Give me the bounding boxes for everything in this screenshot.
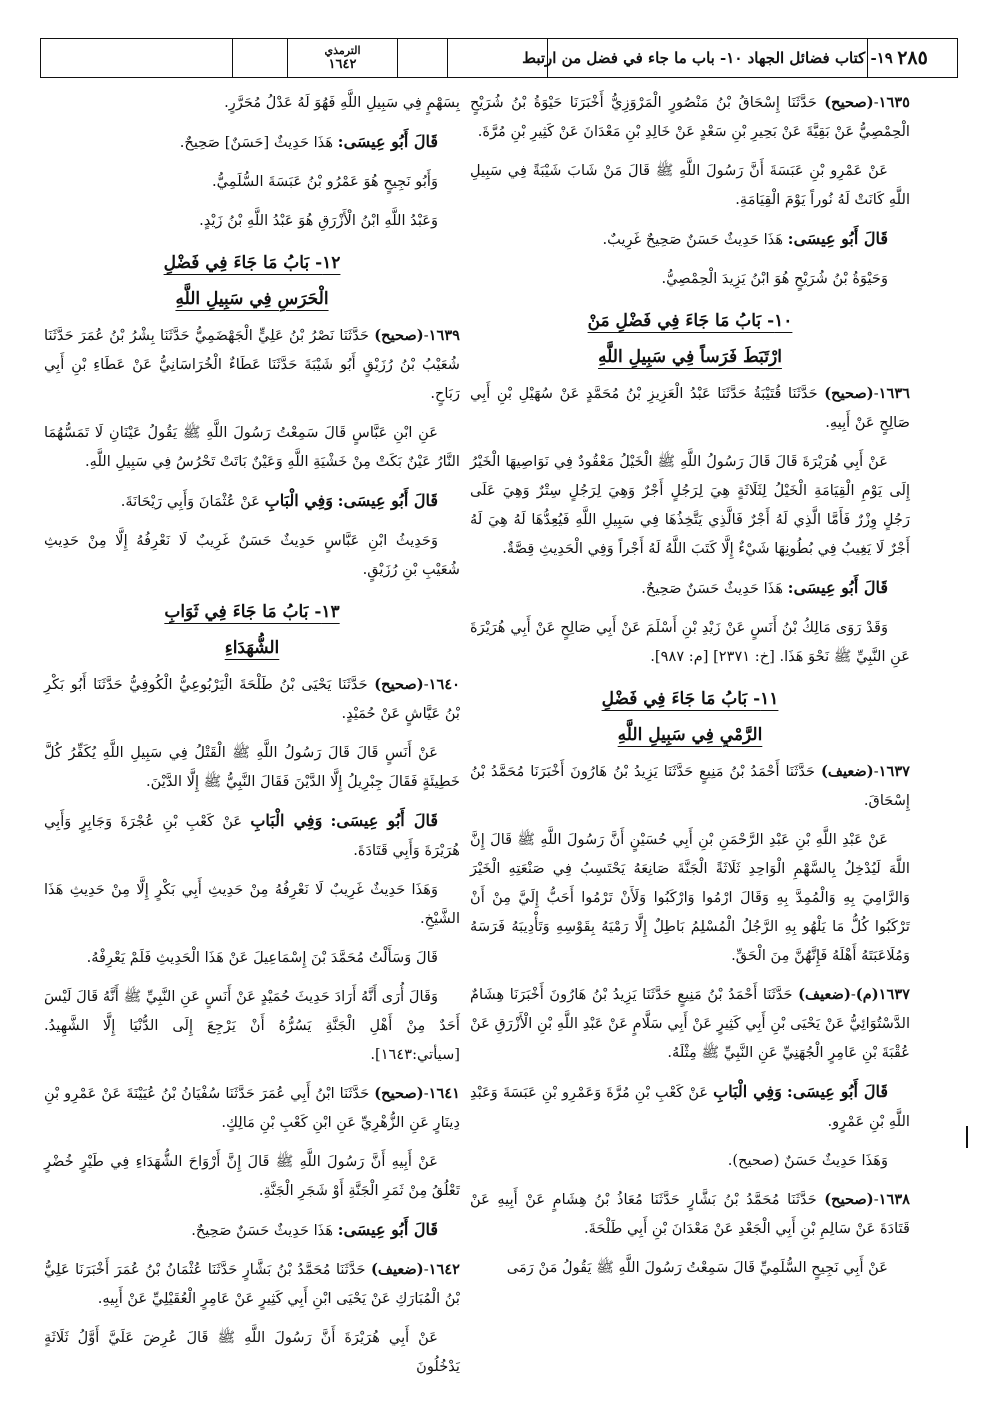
hadith-1636-note: وَقَدْ رَوَى مَالِكُ بْنُ أَنَسٍ عَنْ زَيْدِ بْنِ أَسْلَمَ عَنْ أَبِي صَالِحٍ عَنْ أَبِي هُرَيْرَةَ عَنِ النَّبِيِّ ﷺ نَحْوَ هَذَا. [خ: ٢٣٧١] [م: ٩٨٧]. (470, 619, 910, 665)
hadith-1641-matn: عَنْ أَبِيهِ أَنَّ رَسُولَ اللَّهِ ﷺ قَالَ إِنَّ أَرْوَاحَ الشُّهَدَاءِ فِي طَيْرٍ خُضْرٍ تَعْلُقُ مِنْ ثَمَرِ الْجَنَّةِ أَوْ شَجَرِ الْجَنَّةِ. (44, 1153, 460, 1199)
hadith-number: ١٦٣٧(م) (855, 986, 911, 1003)
isnad-text: حَدَّثَنَا إِسْحَاقُ بْنُ مَنْصُورٍ الْمَرْوَزِيُّ أَخْبَرَنَا حَيْوَةُ بْنُ شُرَيْحٍ الْحِمْصِيُّ عَنْ بَقِيَّةَ عَنْ بَحِيرِ بْنِ سَعْدٍ عَنْ خَالِدِ بْنِ مَعْدَانَ عَنْ كَثِيرِ بْنِ مُرَّةَ. (470, 94, 910, 140)
hadith-number: ١٦٣٧ (878, 763, 911, 780)
hadith-number: ١٦٤١ (428, 1085, 461, 1102)
hadith-1637m-isnad: ١٦٣٧(م)-(ضعيف) حَدَّثَنَا أَحْمَدُ بْنُ مَنِيعٍ حَدَّثَنَا يَزِيدُ بْنُ هَارُونَ أَخْبَرَنَا هِشَامٌ الدَّسْتُوَائِيُّ عَنْ يَحْيَى بْنِ أَبِي كَثِيرٍ عَنْ أَبِي سَلَّامٍ عَنْ عَبْدِ اللَّهِ بْنِ الْأَزْرَقِ عَنْ عُقْبَةَ بْنِ عَامِرٍ الْجُهَنِيِّ عَنِ النَّبِيِّ ﷺ مِثْلَهُ. (470, 986, 911, 1061)
comment-text: هَذَا حَدِيثٌ [حَسَنٌ] صَحِيحٌ. (179, 134, 334, 151)
chapter-title-line: ١١- بَابُ مَا جَاءَ فِي فَضْلِ (601, 689, 779, 709)
hadith-number: ١٦٣٥ (878, 94, 911, 111)
hadith-1641-isnad: ١٦٤١-(صحيح) حَدَّثَنَا ابْنُ أَبِي عُمَرَ حَدَّثَنَا سُفْيَانُ بْنُ عُيَيْنَةَ عَنْ عَمْرِو بْنِ دِينَارٍ عَنِ الزُّهْرِيِّ عَنِ ابْنِ كَعْبِ بْنِ مَالِكٍ. (44, 1085, 461, 1131)
chapter-title-line: ١٣- بَابُ مَا جَاءَ فِي ثَوَابِ (164, 602, 340, 622)
comment-text: عَنْ كَعْبِ بْنِ عُجْرَةَ وَجَابِرٍ وَأَبِي هُرَيْرَةَ وَأَبِي قَتَادَةَ. (44, 813, 460, 859)
chapter-title-line: الرَّمْيِ فِي سَبِيلِ اللَّهِ (617, 725, 763, 745)
isnad-text: حَدَّثَنَا قُتَيْبَةُ حَدَّثَنَا عَبْدُ الْعَزِيزِ بْنُ مُحَمَّدٍ عَنْ سُهَيْلِ بْنِ أَبِي صَالِحٍ عَنْ أَبِيهِ. (470, 385, 910, 431)
hadith-grade: (صحيح) (374, 327, 424, 344)
hadith-1635-matn: عَنْ عَمْرِو بْنِ عَبَسَةَ أَنَّ رَسُولَ اللَّهِ ﷺ قَالَ مَنْ شَابَ شَيْبَةً فِي سَبِيلِ اللَّهِ كَانَتْ لَهُ نُوراً يَوْمَ الْقِيَامَةِ. (470, 162, 910, 208)
comment-text: عَنْ عُثْمَانَ وَأَبِي رَيْحَانَةَ. (120, 493, 260, 510)
page-header (40, 38, 958, 78)
abu-isa-label: قَالَ أَبُو عِيسَى: (337, 491, 438, 510)
comment-text: هَذَا حَدِيثٌ حَسَنٌ صَحِيحٌ. (191, 1222, 334, 1239)
hadith-number: ١٦٣٨ (878, 1191, 910, 1208)
hadith-range-reference (287, 39, 397, 77)
hadith-number: ١٦٤٢ (428, 1261, 461, 1278)
chapter-12-heading (44, 245, 460, 317)
chapter-13-heading (44, 594, 460, 666)
hadith-1637-isnad: ١٦٣٧-(ضعيف) حَدَّثَنَا أَحْمَدُ بْنُ مَنِيعٍ حَدَّثَنَا يَزِيدُ بْنُ هَارُونَ أَخْبَرَنَا مُحَمَّدُ بْنُ إِسْحَاقَ. (470, 763, 911, 809)
isnad-text: حَدَّثَنَا أَحْمَدُ بْنُ مَنِيعٍ حَدَّثَنَا يَزِيدُ بْنُ هَارُونَ أَخْبَرَنَا هِشَامٌ الدَّسْتُوَائِيُّ عَنْ يَحْيَى بْنِ أَبِي كَثِيرٍ عَنْ أَبِي سَلَّامٍ عَنْ عَبْدِ اللَّهِ بْنِ الْأَزْرَقِ عَنْ عُقْبَةَ بْنِ عَامِرٍ الْجُهَنِيِّ عَنِ النَّبِيِّ ﷺ مِثْلَهُ. (470, 986, 910, 1061)
hadith-number: ١٦٣٩ (428, 327, 460, 344)
hadith-grade: (صحيح) (374, 676, 424, 693)
chapter-10-heading (470, 303, 910, 375)
hadith-1638-matn: عَنْ أَبِي نَجِيحٍ السُّلَمِيِّ قَالَ سَمِعْتُ رَسُولَ اللَّهِ ﷺ يَقُولُ مَنْ رَمَى (506, 1259, 888, 1276)
isnad-text: حَدَّثَنَا نَصْرُ بْنُ عَلِيٍّ الْجَهْضَمِيُّ حَدَّثَنَا بِشْرُ بْنُ عُمَرَ حَدَّثَنَا شُعَيْبُ بْنُ رُزَيْقٍ أَبُو شَيْبَةَ حَدَّثَنَا عَطَاءٌ الْخُرَاسَانِيُّ عَنْ عَطَاءِ بْنِ أَبِي رَبَاحٍ. (44, 327, 460, 402)
isnad-text: حَدَّثَنَا مُحَمَّدُ بْنُ بَشَّارٍ حَدَّثَنَا مُعَاذُ بْنُ هِشَامٍ عَنْ أَبِيهِ عَنْ قَتَادَةَ عَنْ سَالِمِ بْنِ أَبِي الْجَعْدِ عَنْ مَعْدَانَ بْنِ أَبِي طَلْحَةَ. (470, 1191, 910, 1237)
chapter-title-line: الشُّهَدَاءِ (224, 638, 280, 658)
hadith-1640-note: وَقَالَ أُرَى أَنَّهُ أَرَادَ حَدِيثَ حُمَيْدٍ عَنْ أَنَسٍ عَنِ النَّبِيِّ ﷺ أَنَّهُ قَالَ لَيْسَ أَحَدٌ مِنْ أَهْلِ الْجَنَّةِ يَسُرُّهُ أَنْ يَرْجِعَ إِلَى الدُّنْيَا إِلَّا الشَّهِيدُ. [سيأتي:١٦٤٣]. (44, 988, 460, 1063)
hadith-1636-matn: عَنْ أَبِي هُرَيْرَةَ قَالَ قَالَ رَسُولُ اللَّهِ ﷺ الْخَيْلُ مَعْقُودٌ فِي نَوَاصِيهَا الْخَيْرُ إِلَى يَوْمِ الْقِيَامَةِ الْخَيْلُ لِثَلَاثَةٍ هِيَ لِرَجُلٍ أَجْرٌ وَهِيَ لِرَجُلٍ سِتْرٌ وَهِيَ عَلَى رَجُلٍ وِزْرٌ فَأَمَّا الَّذِي لَهُ أَجْرٌ فَالَّذِي يَتَّخِذُهَا فِي سَبِيلِ اللَّهِ فَيُعِدُّهَا لَهُ هِيَ لَهُ أَجْرٌ لَا يَغِيبُ فِي بُطُونِهَا شَيْءٌ إِلَّا كَتَبَ اللَّهُ لَهُ أَجْراً وَفِي الْحَدِيثِ قِصَّةٌ. (470, 453, 910, 557)
wa-fil-bab-label: وَفِي الْبَابِ (250, 811, 323, 830)
hadith-1640-note: قَالَ وَسَأَلْتُ مُحَمَّدَ بْنَ إِسْمَاعِيلَ عَنْ هَذَا الْحَدِيثِ فَلَمْ يَعْرِفْهُ. (86, 949, 438, 966)
comment-text: هَذَا حَدِيثٌ حَسَنٌ صَحِيحٌ غَرِيبٌ. (602, 231, 784, 248)
hadith-number: ١٦٤٠ (428, 676, 461, 693)
hadith-1642-matn: عَنْ أَبِي هُرَيْرَةَ أَنَّ رَسُولَ اللَّهِ ﷺ قَالَ عُرِضَ عَلَيَّ أَوَّلُ ثَلَاثَةٍ يَدْخُلُونَ (44, 1329, 460, 1375)
comment-text: هَذَا حَدِيثٌ حَسَنٌ صَحِيحٌ. (641, 580, 784, 597)
chapter-title-line: ١٠- بَابُ مَا جَاءَ فِي فَضْلِ مَنْ (587, 311, 793, 331)
hadith-1639-isnad: ١٦٣٩-(صحيح) حَدَّثَنَا نَصْرُ بْنُ عَلِيٍّ الْجَهْضَمِيُّ حَدَّثَنَا بِشْرُ بْنُ عُمَرَ حَدَّثَنَا شُعَيْبُ بْنُ رُزَيْقٍ أَبُو شَيْبَةَ حَدَّثَنَا عَطَاءٌ الْخُرَاسَانِيُّ عَنْ عَطَاءِ بْنِ أَبِي رَبَاحٍ. (44, 327, 460, 402)
chapter-title-line: ارْتَبَطَ فَرَساً فِي سَبِيلِ اللَّهِ (598, 347, 782, 367)
ref-book: الترمذي (324, 44, 361, 57)
wa-fil-bab-label: وَفِي الْبَابِ (264, 491, 334, 510)
hadith-grade: (ضعيف) (798, 986, 851, 1003)
hadith-1640-note: وَهَذَا حَدِيثٌ غَرِيبٌ لَا نَعْرِفُهُ مِنْ حَدِيثِ أَبِي بَكْرٍ إِلَّا مِنْ حَدِيثِ هَذَا الشَّيْخِ. (44, 881, 460, 927)
hadith-1639-comment (44, 486, 460, 516)
hadith-1638-isnad: ١٦٣٨-(صحيح) حَدَّثَنَا مُحَمَّدُ بْنُ بَشَّارٍ حَدَّثَنَا مُعَاذُ بْنُ هِشَامٍ عَنْ أَبِيهِ عَنْ قَتَادَةَ عَنْ سَالِمِ بْنِ أَبِي الْجَعْدِ عَنْ مَعْدَانَ بْنِ أَبِي طَلْحَةَ. (470, 1191, 910, 1237)
hadith-1638-note: وَأَبُو نَجِيحٍ هُوَ عَمْرُو بْنُ عَبَسَةَ السُّلَمِيُّ. (211, 173, 438, 190)
hadith-1637m-comment (470, 1077, 910, 1136)
hadith-1640-matn: عَنْ أَنَسٍ قَالَ قَالَ رَسُولُ اللَّهِ ﷺ الْقَتْلُ فِي سَبِيلِ اللَّهِ يُكَفِّرُ كُلَّ خَطِيئَةٍ فَقَالَ جِبْرِيلُ إِلَّا الدَّيْنَ فَقَالَ النَّبِيُّ ﷺ إِلَّا الدَّيْنَ. (44, 744, 460, 790)
hadith-grade: (ضعيف) (370, 1261, 424, 1278)
abu-isa-label: قَالَ أَبُو عِيسَى: (337, 132, 438, 151)
hadith-1641-comment (44, 1215, 460, 1245)
right-column (470, 88, 910, 1292)
header-cell-empty (41, 39, 232, 77)
margin-rule (966, 1126, 968, 1148)
hadith-1636-comment (470, 573, 910, 603)
chapter-title-line: الْحَرَسِ فِي سَبِيلِ اللَّهِ (175, 289, 329, 309)
ref-number: ١٦٤٢ (328, 57, 357, 72)
hadith-1637m-note: وَهَذَا حَدِيثٌ حَسَنٌ (صحيح). (727, 1152, 888, 1169)
comment-text: عَنْ كَعْبِ بْنِ مُرَّةَ وَعَمْرِو بْنِ عَبَسَةَ وَعَبْدِ اللَّهِ بْنِ عَمْرٍو. (470, 1084, 910, 1130)
hadith-1635-comment (470, 224, 910, 254)
isnad-text: حَدَّثَنَا مُحَمَّدُ بْنُ بَشَّارٍ حَدَّثَنَا عُثْمَانُ بْنُ عُمَرَ أَخْبَرَنَا عَلِيُّ بْنُ الْمُبَارَكِ عَنْ يَحْيَى ابْنِ أَبِي كَثِيرٍ عَنْ عَامِرٍ الْعُقَيْلِيِّ عَنْ أَبِيهِ. (44, 1261, 460, 1307)
page-number: ٢٨٥ (867, 39, 957, 77)
abu-isa-label: قَالَ أَبُو عِيسَى: (786, 1082, 889, 1101)
left-column (44, 88, 460, 1391)
hadith-grade: (ضعيف) (820, 763, 874, 780)
wa-fil-bab-label: وَفِي الْبَابِ (713, 1082, 782, 1101)
hadith-1637-matn: عَنْ عَبْدِ اللَّهِ بْنِ عَبْدِ الرَّحْمَنِ بْنِ أَبِي حُسَيْنٍ أَنَّ رَسُولَ اللَّهِ ﷺ قَالَ إِنَّ اللَّهَ لَيُدْخِلُ بِالسَّهْمِ الْوَاحِدِ ثَلَاثَةً الْجَنَّةَ صَانِعَهُ يَحْتَسِبُ فِي صَنْعَتِهِ الْخَيْرَ وَالرَّامِيَ بِهِ وَالْمُمِدَّ بِهِ وَقَالَ ارْمُوا وَارْكَبُوا وَلَأَنْ تَرْمُوا أَحَبُّ إِلَيَّ مِنْ أَنْ تَرْكَبُوا كُلُّ مَا يَلْهُو بِهِ الرَّجُلُ الْمُسْلِمُ بَاطِلٌ إِلَّا رَمْيَهُ بِقَوْسِهِ وَتَأْدِيبَهُ فَرَسَهُ وَمُلَاعَبَتَهُ أَهْلَهُ فَإِنَّهُنَّ مِنَ الْحَقِّ. (470, 831, 910, 964)
isnad-text: حَدَّثَنَا ابْنُ أَبِي عُمَرَ حَدَّثَنَا سُفْيَانُ بْنُ عُيَيْنَةَ عَنْ عَمْرِو بْنِ دِينَارٍ عَنِ الزُّهْرِيِّ عَنِ ابْنِ كَعْبِ بْنِ مَالِكٍ. (44, 1085, 460, 1131)
abu-isa-label: قَالَ أَبُو عِيسَى: (787, 229, 888, 248)
isnad-text: حَدَّثَنَا أَحْمَدُ بْنُ مَنِيعٍ حَدَّثَنَا يَزِيدُ بْنُ هَارُونَ أَخْبَرَنَا مُحَمَّدُ بْنُ إِسْحَاقَ. (470, 763, 910, 809)
abu-isa-label: قَالَ أَبُو عِيسَى: (330, 811, 438, 830)
running-title: ١٩- كتاب فضائل الجهاد ١٠- باب ما جاء في فضل من ارتبط (547, 39, 867, 77)
hadith-1638-note: وَعَبْدُ اللَّهِ ابْنُ الْأَزْرَقِ هُوَ عَبْدُ اللَّهِ بْنُ زَيْدٍ. (199, 212, 438, 229)
abu-isa-label: قَالَ أَبُو عِيسَى: (787, 578, 888, 597)
header-cell-empty (232, 39, 287, 77)
hadith-1636-isnad: ١٦٣٦-(صحيح) حَدَّثَنَا قُتَيْبَةُ حَدَّثَنَا عَبْدُ الْعَزِيزِ بْنُ مُحَمَّدٍ عَنْ سُهَيْلِ بْنِ أَبِي صَالِحٍ عَنْ أَبِيهِ. (470, 385, 910, 431)
hadith-1639-note: وَحَدِيثُ ابْنِ عَبَّاسٍ حَدِيثٌ حَسَنٌ غَرِيبٌ لَا نَعْرِفُهُ إِلَّا مِنْ حَدِيثِ شُعَيْبِ بْنِ رُزَيْقٍ. (44, 532, 460, 578)
hadith-1638-comment (44, 127, 460, 157)
hadith-1635-note: وَحَيْوَةُ بْنُ شُرَيْحٍ هُوَ ابْنُ يَزِيدَ الْحِمْصِيُّ. (661, 270, 888, 287)
hadith-1640-comment (44, 806, 460, 865)
isnad-text: حَدَّثَنَا يَحْيَى بْنُ طَلْحَةَ الْيَرْبُوعِيُّ الْكُوفِيُّ حَدَّثَنَا أَبُو بَكْرِ بْنُ عَيَّاشٍ عَنْ حُمَيْدٍ. (44, 676, 460, 722)
chapter-title-line: ١٢- بَابُ مَا جَاءَ فِي فَضْلِ (163, 253, 341, 273)
hadith-grade: (صحيح) (824, 385, 874, 402)
hadith-1639-matn: عَنِ ابْنِ عَبَّاسٍ قَالَ سَمِعْتُ رَسُولَ اللَّهِ ﷺ يَقُولُ عَيْنَانِ لَا تَمَسُّهُمَا النَّارُ عَيْنٌ بَكَتْ مِنْ خَشْيَةِ اللَّهِ وَعَيْنٌ بَاتَتْ تَحْرُسُ فِي سَبِيلِ اللَّهِ. (44, 424, 460, 470)
hadith-1635-isnad: ١٦٣٥-(صحيح) حَدَّثَنَا إِسْحَاقُ بْنُ مَنْصُورٍ الْمَرْوَزِيُّ أَخْبَرَنَا حَيْوَةُ بْنُ شُرَيْحٍ الْحِمْصِيُّ عَنْ بَقِيَّةَ عَنْ بَحِيرِ بْنِ سَعْدٍ عَنْ خَالِدِ بْنِ مَعْدَانَ عَنْ كَثِيرِ بْنِ مُرَّةَ. (470, 94, 911, 140)
chapter-11-heading (470, 681, 910, 753)
hadith-grade: (صحيح) (824, 1191, 874, 1208)
hadith-1642-isnad: ١٦٤٢-(ضعيف) حَدَّثَنَا مُحَمَّدُ بْنُ بَشَّارٍ حَدَّثَنَا عُثْمَانُ بْنُ عُمَرَ أَخْبَرَنَا عَلِيُّ بْنُ الْمُبَارَكِ عَنْ يَحْيَى ابْنِ أَبِي كَثِيرٍ عَنْ عَامِرٍ الْعُقَيْلِيِّ عَنْ أَبِيهِ. (44, 1261, 461, 1307)
header-cell-empty (397, 39, 447, 77)
hadith-1640-isnad: ١٦٤٠-(صحيح) حَدَّثَنَا يَحْيَى بْنُ طَلْحَةَ الْيَرْبُوعِيُّ الْكُوفِيُّ حَدَّثَنَا أَبُو بَكْرِ بْنُ عَيَّاشٍ عَنْ حُمَيْدٍ. (44, 676, 461, 722)
hadith-number: ١٦٣٦ (878, 385, 910, 402)
hadith-grade: (صحيح) (824, 94, 874, 111)
hadith-1638-continuation: بِسَهْمٍ فِي سَبِيلِ اللَّهِ فَهُوَ لَهُ عَدْلُ مُحَرَّرٍ. (224, 94, 460, 111)
hadith-grade: (صحيح) (374, 1085, 424, 1102)
abu-isa-label: قَالَ أَبُو عِيسَى: (337, 1220, 438, 1239)
